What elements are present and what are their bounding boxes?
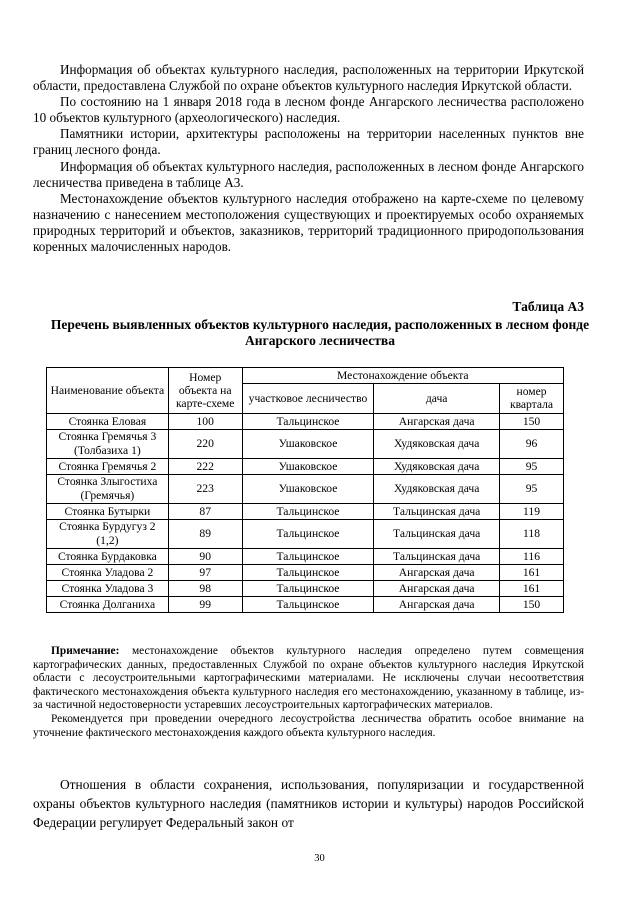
cell-name: Стоянка Уладова 3 <box>47 580 169 596</box>
cell-number: 222 <box>168 458 242 474</box>
cell-district: Тальцинское <box>242 519 374 548</box>
cell-quarter: 161 <box>500 580 564 596</box>
cell-district: Тальцинское <box>242 413 374 429</box>
header-quarter: номер квартала <box>500 384 564 413</box>
cell-quarter: 95 <box>500 474 564 503</box>
table-row <box>47 429 564 458</box>
cell-dacha: Ангарская дача <box>374 580 500 596</box>
table-row <box>47 519 564 548</box>
cell-name: Стоянка Бутырки <box>47 503 169 519</box>
intro-paragraph: Памятники истории, архитектуры расположены на территории населенных пунктов вне границ лесного фонда. <box>33 126 584 158</box>
intro-paragraph: Информация об объектах культурного наследия, расположенных на территории Иркутской области, предоставлена Службой по охране объектов культурного наследия Иркутской области. <box>33 62 584 94</box>
cell-district: Ушаковское <box>242 458 374 474</box>
cell-name: Стоянка Гремячья 3 (Толбазиха 1) <box>47 429 169 458</box>
cell-dacha: Ангарская дача <box>374 413 500 429</box>
cell-number: 97 <box>168 564 242 580</box>
cell-quarter: 161 <box>500 564 564 580</box>
cell-dacha: Ангарская дача <box>374 596 500 612</box>
table-row <box>47 564 564 580</box>
cell-quarter: 150 <box>500 596 564 612</box>
cell-quarter: 116 <box>500 548 564 564</box>
table-row <box>47 503 564 519</box>
cell-name: Стоянка Бурдаковка <box>47 548 169 564</box>
table-row <box>47 548 564 564</box>
cell-dacha: Тальцинская дача <box>374 503 500 519</box>
cell-dacha: Тальцинская дача <box>374 548 500 564</box>
cell-name: Стоянка Бурдугуз 2 (1,2) <box>47 519 169 548</box>
cell-district: Тальцинское <box>242 596 374 612</box>
cell-number: 99 <box>168 596 242 612</box>
cell-dacha: Худяковская дача <box>374 458 500 474</box>
cell-number: 87 <box>168 503 242 519</box>
cell-district: Тальцинское <box>242 580 374 596</box>
table-row <box>47 596 564 612</box>
note-recommendation: Рекомендуется при проведении очередного лесоустройства лесничества обратить особое внимание на уточнение фактического местонахождения каждого объекта культурного наследия. <box>33 712 584 739</box>
note-text: местонахождение объектов культурного наследия определено путем совмещения картографических данных, предоставленных Службой по охране объектов культурного наследия Иркутской области с лесоустроительными картографическими материалами. Не исключены случаи несоответствия фактического местонахождения объекта культурного наследия его местонахождению, указанному в таблице, из-за частичной недостоверности устаревших лесоустроительных картографических материалов. <box>33 645 584 712</box>
cell-number: 223 <box>168 474 242 503</box>
cell-quarter: 150 <box>500 413 564 429</box>
cell-name: Стоянка Уладова 2 <box>47 564 169 580</box>
cell-quarter: 119 <box>500 503 564 519</box>
cell-number: 98 <box>168 580 242 596</box>
cell-district: Тальцинское <box>242 548 374 564</box>
cell-number: 90 <box>168 548 242 564</box>
intro-paragraph: Местонахождение объектов культурного наследия отображено на карте-схеме по целевому назначению с нанесением местоположения существующих и проектируемых особо охраняемых природных территорий и объектов, заказников, территорий традиционного природопользования коренных малочисленных народов. <box>33 190 584 255</box>
table-row <box>47 458 564 474</box>
header-name: Наименование объекта <box>47 368 169 414</box>
header-dacha: дача <box>374 384 500 413</box>
cell-name: Стоянка Гремячья 2 <box>47 458 169 474</box>
cell-quarter: 96 <box>500 429 564 458</box>
intro-paragraph: По состоянию на 1 января 2018 года в лесном фонде Ангарского лесничества расположено 10 объектов культурного (археологического) наследия. <box>33 94 584 126</box>
cell-district: Тальцинское <box>242 503 374 519</box>
outro-text <box>33 775 584 833</box>
cell-name: Стоянка Еловая <box>47 413 169 429</box>
note-label: Примечание: <box>51 645 120 657</box>
page-number: 30 <box>314 853 325 864</box>
cell-district: Ушаковское <box>242 474 374 503</box>
header-location: Местонахождение объекта <box>242 368 563 384</box>
cell-dacha: Худяковская дача <box>374 429 500 458</box>
cell-number: 89 <box>168 519 242 548</box>
heritage-table <box>46 367 564 613</box>
cell-district: Ушаковское <box>242 429 374 458</box>
intro-text <box>33 62 584 255</box>
table-row <box>47 474 564 503</box>
table-note <box>33 645 584 740</box>
note-paragraph <box>33 645 584 713</box>
table-title: Перечень выявленных объектов культурного наследия, расположенных в лесном фонде Ангарского лесничества <box>50 317 590 348</box>
cell-number: 100 <box>168 413 242 429</box>
cell-dacha: Худяковская дача <box>374 474 500 503</box>
cell-name: Стоянка Долганиха <box>47 596 169 612</box>
cell-district: Тальцинское <box>242 564 374 580</box>
table-label: Таблица А3 <box>512 299 584 314</box>
cell-number: 220 <box>168 429 242 458</box>
table-row <box>47 580 564 596</box>
cell-quarter: 118 <box>500 519 564 548</box>
table-row <box>47 413 564 429</box>
cell-quarter: 95 <box>500 458 564 474</box>
cell-name: Стоянка Злыгостиха (Гремячья) <box>47 474 169 503</box>
header-number: Номер объекта на карте-схеме <box>168 368 242 414</box>
cell-dacha: Тальцинская дача <box>374 519 500 548</box>
cell-dacha: Ангарская дача <box>374 564 500 580</box>
header-district: участковое лесничество <box>242 384 374 413</box>
outro-paragraph: Отношения в области сохранения, использования, популяризации и государственной охраны объектов культурного наследия (памятников истории и культуры) народов Российской Федерации регулирует Федеральный закон от <box>33 777 584 831</box>
intro-paragraph: Информация об объектах культурного наследия, расположенных в лесном фонде Ангарского лесничества приведена в таблице А3. <box>33 158 584 190</box>
